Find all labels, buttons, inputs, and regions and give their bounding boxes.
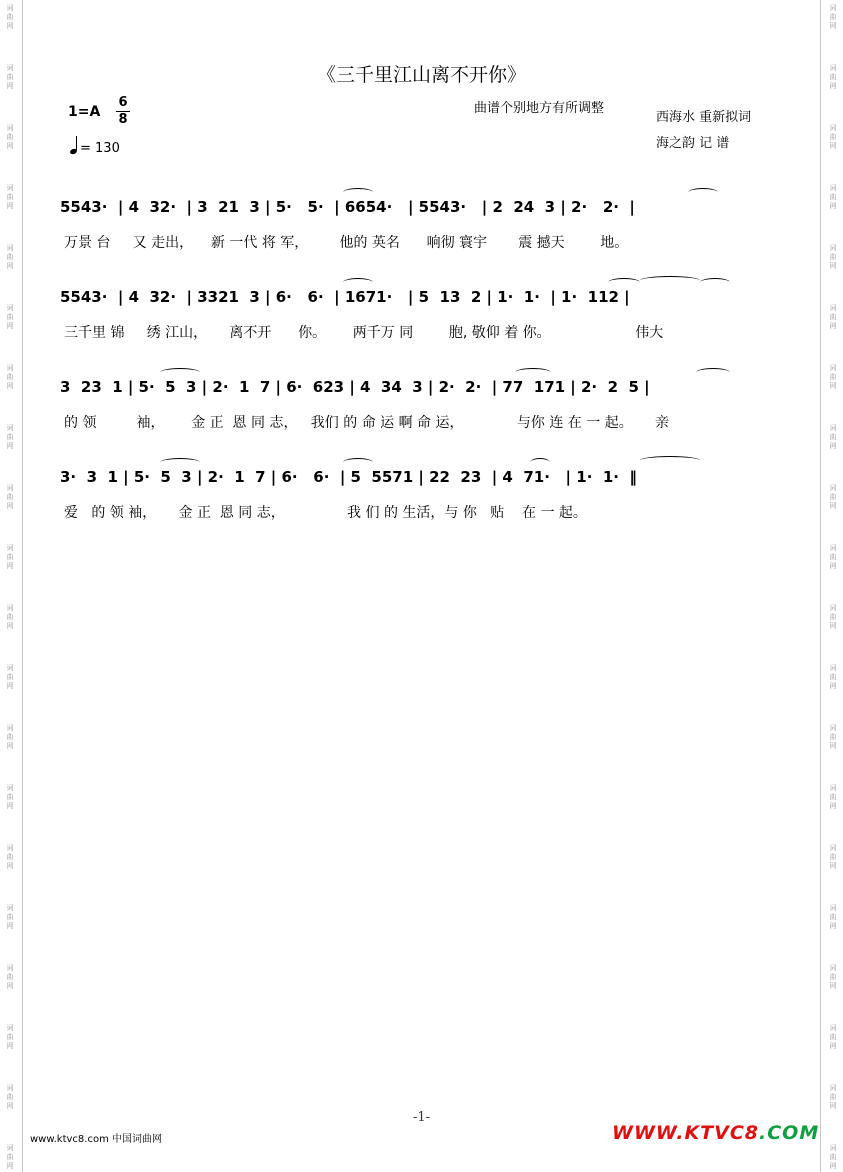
watermark-mark: 词 曲 网 — [829, 1144, 837, 1170]
song-title: 《三千里江山离不开你》 — [316, 64, 526, 86]
watermark-mark: 词 曲 网 — [829, 1084, 837, 1110]
lyrics-line: 三千里 锦 绣 江山， 离不开 你。 两千万 同 胞, 敬仰 着 你。 伟大 — [64, 325, 664, 341]
time-signature — [116, 96, 130, 127]
watermark-mark: 词 曲 网 — [6, 664, 14, 690]
lyrics-line: 爱 的 领 袖， 金 正 恩 同 志， 我 们 的 生活，与 你 贴 在 一 起。 — [64, 505, 587, 521]
watermark-mark: 词 曲 网 — [829, 4, 837, 30]
watermark-mark: 词 曲 网 — [6, 544, 14, 570]
key-signature: 1=A — [68, 104, 101, 120]
score-line-1 — [60, 198, 780, 278]
watermark-mark: 词 曲 网 — [6, 304, 14, 330]
watermark-mark: 词 曲 网 — [6, 604, 14, 630]
watermark-mark: 词 曲 网 — [829, 784, 837, 810]
notation-line: 3 23 1 | 5· 5 3 | 2· 1 7 | 6· 623 | 4 34 3 | 2· 2· | 77 171 | 2· 2 5 | — [60, 378, 650, 396]
watermark-mark: 词 曲 网 — [6, 724, 14, 750]
watermark-mark: 词 曲 网 — [829, 64, 837, 90]
watermark-mark: 词 曲 网 — [6, 484, 14, 510]
watermark-mark: 词 曲 网 — [6, 424, 14, 450]
watermark-mark: 词 曲 网 — [6, 784, 14, 810]
slur — [640, 456, 700, 465]
footer-site-text: www.ktvc8.com 中国词曲网 — [30, 1134, 163, 1145]
watermark-mark: 词 曲 网 — [6, 1144, 14, 1170]
watermark-mark: 词 曲 网 — [6, 964, 14, 990]
watermark-mark: 词 曲 网 — [829, 664, 837, 690]
watermark-mark: 词 曲 网 — [829, 904, 837, 930]
notation-line: 5543· | 4 32· | 3 21 3 | 5· 5· | 6654· | 5543· | 2 24 3 | 2· 2· | — [60, 198, 635, 216]
notation-line: 3· 3 1 | 5· 5 3 | 2· 1 7 | 6· 6· | 5 5571 | 22 23 | 4 71· | 1· 1· ‖ — [60, 468, 637, 486]
time-denominator: 8 — [118, 112, 128, 127]
slur — [530, 458, 550, 467]
slur — [700, 278, 730, 287]
right-margin-watermark — [820, 0, 843, 1172]
watermark-mark: 词 曲 网 — [829, 244, 837, 270]
slur — [640, 276, 700, 285]
footer-logo — [612, 1122, 819, 1144]
left-margin-watermark — [0, 0, 23, 1172]
watermark-mark: 词 曲 网 — [829, 424, 837, 450]
watermark-mark: 词 曲 网 — [829, 124, 837, 150]
notation-line: 5543· | 4 32· | 3321 3 | 6· 6· | 1671· | 5 13 2 | 1· 1· | 1· 112 | — [60, 288, 630, 306]
lyricist-credit: 西海水 重新拟词 — [656, 110, 752, 125]
score-line-4 — [60, 468, 780, 548]
slur — [608, 278, 640, 287]
watermark-mark: 词 曲 网 — [829, 604, 837, 630]
slur — [343, 278, 373, 287]
adjustment-note: 曲谱个别地方有所调整 — [474, 101, 605, 116]
watermark-mark: 词 曲 网 — [6, 4, 14, 30]
slur — [343, 458, 373, 467]
score-line-2 — [60, 288, 780, 368]
slur — [688, 188, 718, 197]
time-numerator: 6 — [118, 95, 128, 110]
score-line-3 — [60, 378, 780, 458]
watermark-mark: 词 曲 网 — [6, 364, 14, 390]
slur — [160, 368, 200, 377]
watermark-mark: 词 曲 网 — [6, 244, 14, 270]
watermark-mark: 词 曲 网 — [6, 184, 14, 210]
tempo-bpm: 130 — [95, 141, 120, 156]
watermark-mark: 词 曲 网 — [829, 304, 837, 330]
footer-logo-suffix: .COM — [759, 1122, 820, 1144]
watermark-mark: 词 曲 网 — [6, 1024, 14, 1050]
watermark-mark: 词 曲 网 — [829, 484, 837, 510]
slur — [696, 368, 730, 377]
slur — [343, 188, 373, 197]
watermark-mark: 词 曲 网 — [829, 724, 837, 750]
watermark-mark: 词 曲 网 — [6, 124, 14, 150]
slur — [160, 458, 200, 467]
footer-logo-main: WWW.KTVC8 — [612, 1122, 759, 1144]
lyrics-line: 的 领 袖， 金 正 恩 同 志， 我们 的 命 运 啊 命 运， 与你 连 在 一 起。 亲 — [64, 415, 669, 431]
watermark-mark: 词 曲 网 — [829, 184, 837, 210]
watermark-mark: 词 曲 网 — [6, 904, 14, 930]
transcriber-credit: 海之韵 记 谱 — [656, 136, 730, 151]
watermark-mark: 词 曲 网 — [829, 544, 837, 570]
watermark-mark: 词 曲 网 — [6, 844, 14, 870]
slur — [515, 368, 551, 377]
watermark-mark: 词 曲 网 — [6, 64, 14, 90]
lyrics-line: 万景 台 又 走出， 新 一代 将 军， 他的 英名 响彻 寰宇 震 撼天 地。 — [64, 235, 629, 251]
watermark-mark: 词 曲 网 — [829, 364, 837, 390]
watermark-mark: 词 曲 网 — [6, 1084, 14, 1110]
tempo-marking: = 130 — [70, 138, 120, 156]
page-number: -1- — [412, 1110, 431, 1125]
watermark-mark: 词 曲 网 — [829, 844, 837, 870]
watermark-mark: 词 曲 网 — [829, 1024, 837, 1050]
watermark-mark: 词 曲 网 — [829, 964, 837, 990]
